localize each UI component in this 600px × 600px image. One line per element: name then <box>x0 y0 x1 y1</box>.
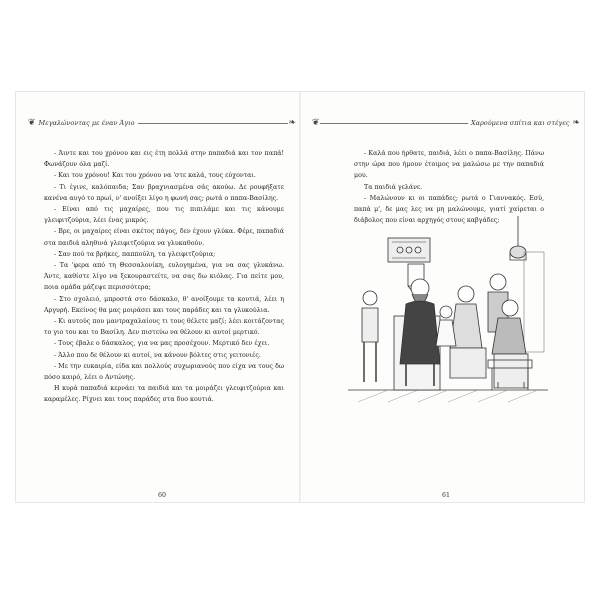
family-illustration <box>348 212 548 404</box>
page-number: 61 <box>441 492 450 499</box>
paragraph: - Τα 'φερα από τη Θεσσαλονίκη, ευλογημένα, για να σας γλυκάνω. Άντε, καθίστε λίγο να ξεκουραστείτε, να σας δω κιόλας. Για πείτε μου, ποια ομάδα μάζεψε περισσότερα; <box>44 262 284 292</box>
right-running-head-title: Χαρούμενα σπίτια και στέγες <box>470 119 570 127</box>
flourish-ornament-icon: ❦ <box>312 117 320 128</box>
paragraph: - Τι έγινε, καλόπαιδα; Σαν βραχνιασμένα σάς ακούω. Δε ρουφήξατε κανένα αυγό το πρωί, ν' ανοίξει λίγο η φωνή σας; ρωτά ο παπα-Βασίλης. <box>44 183 284 202</box>
paragraph: Τα παιδιά γελάνε. <box>364 183 423 191</box>
paragraph: - Με την ευκαιρία, είδα και πολλούς συχωριανούς που είχα να τους δω πόσο καιρό, λέει ο Αντώνης. <box>44 362 284 382</box>
paragraph: - Βρε, οι μαχαίρες είναι σκέτος πάγος, δεν έχουν γλύκα. Φέρε, παπαδιά στα παιδιά αληθινά γλειφιτζούρια να γλυκαθούν. <box>44 228 284 247</box>
left-page-text <box>44 148 284 406</box>
paragraph: - Σαν πού τα βρήκες, παππούλη, τα γλειφιτζούρια; <box>54 250 216 258</box>
paragraph: - Μαλώνουν κι οι παπάδες; ρωτά ο Γιαννακός. Εσύ, παπά μ', δε μας λες να μη μαλώνουμε, γιατί χαίρεται ο διάβολος που είναι αρχηγός στους καβγάδες; <box>354 194 544 225</box>
left-running-head <box>28 116 296 130</box>
flourish-ornament-icon: ❦ <box>28 117 36 128</box>
paragraph: - Καλά που ήρθατε, παιδιά, λέει ο παπα-Βασίλης. Πάνω στην ώρα που ήμουν έτοιμος να μαλώσω με την παπαδιά μου. <box>354 150 544 180</box>
flourish-ornament-icon: ❧ <box>572 117 580 128</box>
paragraph: - Άλλο που δε θέλουν κι αυτοί, να κάνουν βόλτες στις γειτονιές. <box>54 351 261 359</box>
paragraph: - Στο σχολειό, μπροστά στο δάσκαλο, θ' ανοίξουμε τα κουτιά, λέει η Αργυρή. Εκείνος θα μας μοιράσει και τους παράδες και τα γλυκούλια. <box>44 295 284 314</box>
paragraph: - Κι αυτούς που μαντραχαλαίους τι τους θέλετε μαζί; λέει κοιτάζοντας το γιο του και το Βασίλη. Δεν πιστεύω να θέλουν κι αυτοί μερτικό. <box>44 318 284 337</box>
paragraph: Η κυρά παπαδιά κερνάει τα παιδιά και τα μοιράζει γλειφιτζούρια και καραμέλες. Ρίχνει και τους παράδες στα δυο κουτιά. <box>44 385 284 404</box>
page-number: 60 <box>157 492 166 499</box>
paragraph: - Είναι από τις μαχαίρες, που τις πιπιλάμε και τις κάνουμε γλειφιτζούρια, λέει ένας μικρός. <box>44 206 284 225</box>
flourish-ornament-icon: ❧ <box>288 117 296 128</box>
right-page <box>312 92 580 502</box>
book-gutter <box>299 92 301 502</box>
left-page <box>28 92 296 502</box>
paragraph: - Τους έβαλε ο δάσκαλος, για να μας προσέχουν. Μερτικό δεν έχει. <box>54 340 270 348</box>
header-rule <box>320 123 468 124</box>
paragraph: - Και του χρόνου! Και του χρόνου να 'στε καλά, τους εύχονται. <box>54 172 256 180</box>
paragraph: - Άιντε και του χρόνου και εις έτη πολλά στην παπαδιά και τον παπά! Φωνάζουν όλα μαζί. <box>44 150 284 169</box>
right-running-head <box>312 116 580 130</box>
left-running-head-title: Μεγαλώνοντας με έναν Άγιο <box>38 119 135 127</box>
header-rule <box>138 123 289 124</box>
